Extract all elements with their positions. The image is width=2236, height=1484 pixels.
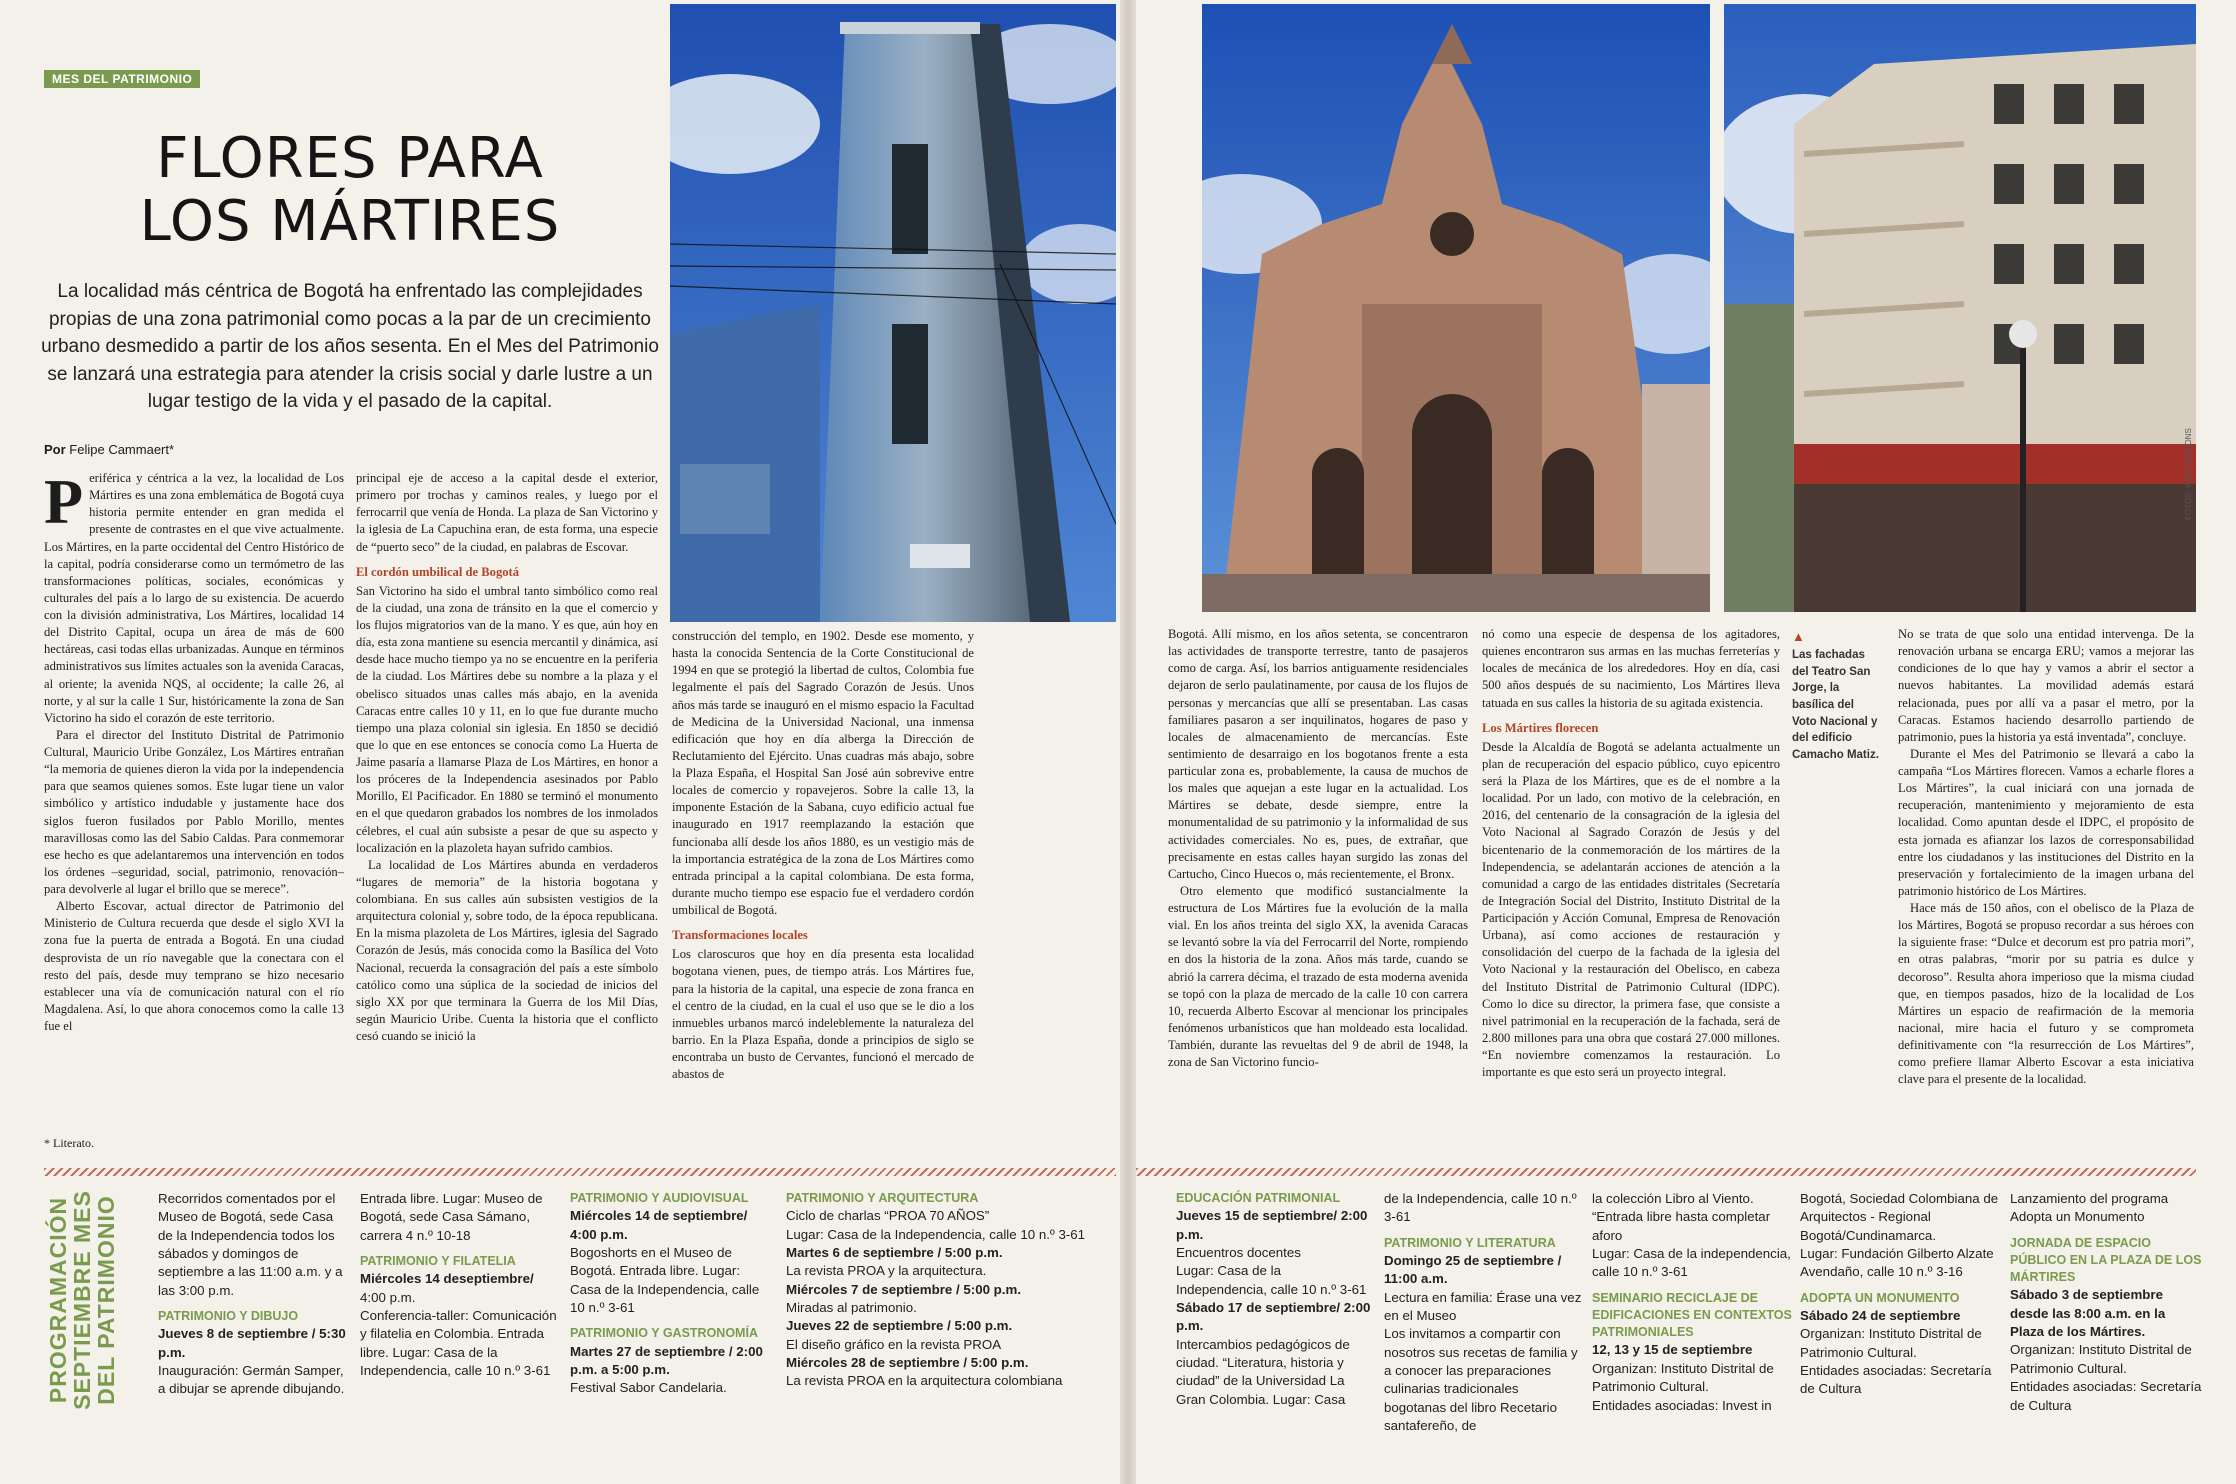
footnote: * Literato. [44, 1136, 94, 1150]
schedule-column-9 [2010, 1190, 2202, 1415]
article-column-5 [1482, 626, 1780, 1150]
schedule-date: Sábado 24 de septiembre [1800, 1307, 1961, 1323]
schedule-text: de la Independencia, calle 10 n.º 3-61 [1384, 1191, 1577, 1225]
schedule-date: Miércoles 28 de septiembre / 5:00 p.m. [786, 1355, 1029, 1370]
photo-teatro-san-jorge [670, 4, 1116, 622]
paragraph: Durante el Mes del Patrimonio se llevará a cabo la campaña “Los Mártires florecen. Vamos a echarle flores a Los Mártires”, la cual iniciará con una jornada de recuperación, mantenimiento y mejoramiento de esta localidad. Como apuntan desde el IDPC, el propósito de esta jornada es afianzar los lazos de corresponsabilidad entre los ciudadanos y las instituciones del Distrito en la preservación y fortalecimiento de la imagen urbana del patrimonio histórico de Los Mártires. [1898, 746, 2194, 898]
schedule-heading: PATRIMONIO Y DIBUJO [158, 1309, 299, 1324]
schedule-date: 12, 13 y 15 de septiembre [1592, 1342, 1753, 1358]
schedule-text: Festival Sabor Candelaria. [570, 1380, 727, 1396]
byline [44, 442, 174, 457]
paragraph: nó como una especie de despensa de los agitadores, quienes encontraron sus armas en las muchas ferreterías y locales de mecánica de los alrededores. Hoy en día, casi 500 años después de su nacimiento, Los Mártires lleva tatuada en sus calles la historia de su agitada existencia. [1482, 627, 1780, 710]
schedule-text: Organizan: Instituto Distrital de Patrimonio Cultural. [1592, 1360, 1774, 1395]
schedule-text: Lectura en familia: Érase una vez en el Museo [1384, 1289, 1582, 1323]
paragraph: San Victorino ha sido el umbral tanto simbólico como real de la ciudad, una zona de tránsito en la que el comercio y los flujos migratorios van de la mano. Y es que, aún hoy en día, esta zona mantiene su esencia mercantil y dinámica, así desde hace mucho tiempo ya no se encuentre en la periferia de la ciudad. Los Mártires debe su nombre a la plaza y el obelisco situados unas calles más abajo, en la avenida Caracas entre calles 10 y 11, en lo que fue durante mucho tiempo una plaza colonial sin iglesia. En 1850 se decidió que lo que en ese entonces se conocía como La Huerta de Jaime pasaría a llamarse Plaza de Los Mártires, en honor a los próceres de la Independencia asesinados por Pablo Morillo, El Pacificador. En 1880 se terminó el monumento en el que quedaron grabados los nombres de los inmolados célebres, el cual aún subsiste a pesar de que su aspecto y localización en la plazoleta hayan sufrido cambios. [356, 583, 658, 855]
byline-prefix: Por [44, 442, 66, 457]
article-column-1 [44, 470, 344, 1130]
divider-stripe-right [1136, 1168, 2196, 1176]
schedule-heading: SEMINARIO RECICLAJE DE EDIFICACIONES EN CONTEXTOS PATRIMONIALES [1592, 1290, 1792, 1340]
schedule-date: Martes 27 de septiembre / 2:00 p.m. a 5:00 p.m. [570, 1343, 763, 1377]
paragraph: Otro elemento que modificó sustancialmente la estructura de Los Mártires fue la evolución de la malla vial. En los años treinta del siglo XX, la avenida Caracas se levantó sobre la vía del Ferrocarril del Norte, rompiendo en dos la historia de la zona. Años más tarde, cuando se abrió la carrera décima, el trazado de esta moderna avenida se topó con la plaza de mercado de la calle 10 con carrera 10, recuerda Alberto Escovar al mencionar los principales fenómenos urbanísticos que han moldeado esta localidad. También, durante las revueltas del 9 de abril de 1948, la zona de San Victorino funcio- [1168, 883, 1468, 1070]
paragraph: principal eje de acceso a la capital desde el exterior, primero por trochas y caminos reales, y luego por el ferrocarril que venía de Honda. La plaza de San Victorino y la iglesia de La Capuchina eran, de esta forma, una especie de “puerto seco” de la ciudad, en palabras de Escovar. [356, 471, 658, 554]
schedule-heading: PATRIMONIO Y FILATELIA [360, 1254, 516, 1269]
schedule-date: Martes 6 de septiembre / 5:00 p.m. [786, 1244, 1003, 1260]
basilica-image [1202, 4, 1710, 612]
article-title [40, 128, 660, 253]
page-gutter [1120, 0, 1136, 1484]
drop-cap: P [44, 470, 84, 537]
schedule-text: Entidades asociadas: Secretaría de Cultura [2010, 1379, 2202, 1413]
teatro-facade-image [670, 4, 1116, 622]
schedule-text: Entidades asociadas: Secretaría de Cultura [1800, 1363, 1992, 1397]
schedule-date: Jueves 15 de septiembre/ 2:00 p.m. [1176, 1208, 1368, 1242]
schedule-heading: JORNADA DE ESPACIO PÚBLICO EN LA PLAZA DE LOS MÁRTIRES [2010, 1235, 2202, 1285]
schedule-column-3 [570, 1190, 770, 1398]
schedule-column-6 [1384, 1190, 1584, 1435]
photo-caption [1792, 628, 1880, 764]
schedule-time: 4:00 p.m. [360, 1289, 416, 1305]
photo-edificio-camacho-matiz [1724, 4, 2196, 612]
caption-text: Las fachadas del Teatro San Jorge, la basílica del Voto Nacional y del edificio Camacho Matiz. [1792, 648, 1879, 761]
schedule-date: Domingo 25 de septiembre / 11:00 a.m. [1384, 1252, 1562, 1287]
schedule-date: Miércoles 14 de septiembre/ 4:00 p.m. [570, 1208, 748, 1242]
paragraph: construcción del templo, en 1902. Desde ese momento, y hasta la conocida Sentencia de la Corte Constitucional de 1994 en que se protegió la libertad de cultos, Colombia fue legalmente el país del Sagrado Corazón de Jesús. Unos años más tarde se inauguró en el mismo espacio la Facultad de Medicina de la Universidad Nacional, una inmensa edificación que hoy en día alberga la Dirección de Reclutamiento del Ejército. Unas cuadras más abajo, sobre la Plaza España, el Hospital San José aún sobrevive entre locales de comercio y ropavejeros. Sobre la calle 13, la imponente Estación de la Sabana, cuyo edificio actual fue inaugurado en 1917 reemplazando la estación que funcionaba allí desde los años 1880, es un vestigio más de la importancia estratégica de la zona de Los Mártires como entrada principal a la capital colombiana. De esta forma, durante mucho tiempo ese espacio fue el verdadero cordón umbilical de Bogotá. [672, 629, 974, 917]
schedule-text: Encuentros docentes [1176, 1244, 1301, 1260]
schedule-text: Entidades asociadas: Invest in [1592, 1397, 1772, 1413]
schedule-text: El diseño gráfico en la revista PROA [786, 1336, 1002, 1352]
schedule-text: Organizan: Instituto Distrital de Patrimonio Cultural. [1800, 1326, 1982, 1360]
photo-credit: FOTOS: WIKICOMMONS [2184, 428, 2193, 520]
paragraph: Desde la Alcaldía de Bogotá se adelanta actualmente un plan de recuperación del espacio público, cuyo epicentro será la Plaza de los Mártires, que es de el nombre a la localidad. Por un lado, con motivo de la celebración, en 2016, del centenario de la consagración de la iglesia del Voto Nacional al Sagrado Corazón de Jesús y del bicentenario de la conmemoración de los mártires de la Independencia, se adelantarán acciones de atención a la comunidad a cargo de las entidades distritales (Secretaría de Integración Social del Distrito, Instituto Distrital de la Participación y Acción Comunal, Empresa de Renovación Urbana), así como acciones de restauración y consolidación del cuerpo de la fachada de la iglesia del Voto Nacional y la restauración del Obelisco, en cabeza del Instituto Distrital de Patrimonio Cultural (IDPC). Como lo dice su director, la primera fase, que consiste a nivel patrimonial en la recuperación de la fachada, será de 2.800 millones para una obra que costará 27.000 millones. “En noviembre comenzamos la restauración. Lo importante es que esto será un proyecto integral. [1482, 739, 1780, 1080]
schedule-heading: EDUCACIÓN PATRIMONIAL [1176, 1191, 1341, 1205]
section-kicker: MES DEL PATRIMONIO [44, 70, 200, 88]
schedule-text: Los invitamos a compartir con nosotros sus recetas de familia y a conocer las preparaciones culinarias tradicionales bogotanas del libro Recetario santafereño, de [1384, 1326, 1578, 1434]
schedule-column-7 [1592, 1190, 1792, 1415]
programacion-title-line-3: DEL PATRIMONIO [93, 1195, 120, 1405]
article-column-4 [1168, 626, 1468, 1150]
schedule-date: Sábado 17 de septiembre/ 2:00 p.m. [1176, 1299, 1371, 1334]
schedule-heading: PATRIMONIO Y GASTRONOMÍA [570, 1326, 758, 1341]
schedule-text: Ciclo de charlas “PROA 70 AÑOS” [786, 1208, 990, 1224]
photo-basilica-voto-nacional [1202, 4, 1710, 612]
schedule-column-5 [1176, 1190, 1372, 1409]
schedule-heading: PATRIMONIO Y ARQUITECTURA [786, 1191, 979, 1205]
schedule-date: Miércoles 7 de septiembre / 5:00 p.m. [786, 1281, 1022, 1297]
schedule-text: La revista PROA en la arquitectura colombiana [786, 1373, 1063, 1389]
schedule-date: Sábado 3 de septiembre desde las 8:00 a.m. en la Plaza de los Mártires. [2010, 1287, 2166, 1340]
schedule-text: Lugar: Fundación Gilberto Alzate Avendaño, calle 10 n.º 3-16 [1800, 1246, 1994, 1280]
paragraph: Para el director del Instituto Distrital de Patrimonio Cultural, Mauricio Uribe González, Los Mártires entrañan “la memoria de quienes dieron la vida por la independencia para que seamos quienes somos. Este lugar tiene un valor simbólico y artístico indudable y justamente hace dos siglos fueron fusilados por Pablo Morillo, mentes maravillosas como las del Sabio Caldas. Para conmemorar ese hecho es que adelantaremos una intervención en todos los órdenes –seguridad, social, patrimonio, renovación– para devolverle al lugar el brillo que se merece”. [44, 727, 344, 896]
caption-triangle-icon: ▲ [1792, 629, 1805, 644]
schedule-column-4 [786, 1190, 1086, 1391]
schedule-text: La revista PROA y la arquitectura. [786, 1263, 987, 1279]
schedule-text: la colección Libro al Viento. “Entrada libre hasta completar aforo [1592, 1191, 1771, 1243]
schedule-text: Lugar: Casa de la independencia, calle 10 n.º 3-61 [1592, 1246, 1791, 1280]
article-column-3 [672, 628, 974, 1150]
paragraph: Hace más de 150 años, con el obelisco de la Plaza de los Mártires, Bogotá se propuso recordar a sus héroes con la siguiente frase: “Dulce et decorum est pro patria mori”, en otras palabras, “morir por su patria es dulce y decoroso”. Resulta ahora imperioso que la misma ciudad que, en tiempos pasados, hizo de la localidad de Los Mártires un espacio de reafirmación de la memoria nacional, mire hacia el futuro y se comprometa definitivamente con “la resurrección de Los Mártires”, como prefiere llamar Alberto Escovar a esta iniciativa clave para el presente de la localidad. [1898, 901, 2194, 1087]
schedule-column-2 [360, 1190, 560, 1380]
schedule-heading: PATRIMONIO Y AUDIOVISUAL [570, 1191, 749, 1205]
paragraph: No se trata de que solo una entidad intervenga. De la renovación urbana se encarga ERU; vamos a mejorar las condiciones de lo que hay y vamos a abrir el sector a nuevos habitantes. La movilidad además estará relacionada, pues por allí va a pasar el metro, por la Caracas. Estamos haciendo desarrollo partiendo de patrimonio, pues la historia ya está inventada”, concluye. [1898, 627, 2194, 744]
schedule-text: Organizan: Instituto Distrital de Patrimonio Cultural. [2010, 1342, 2192, 1376]
schedule-text: Miradas al patrimonio. [786, 1299, 917, 1315]
article-column-2 [356, 470, 658, 1150]
subheading: Transformaciones locales [672, 928, 808, 943]
title-line-2: LOS MÁRTIRES [139, 188, 561, 254]
schedule-text: Lanzamiento del programa Adopta un Monumento [2010, 1191, 2169, 1225]
schedule-text: Lugar: Casa de la Independencia, calle 10 n.º 3-61 [1176, 1263, 1367, 1297]
schedule-text: Intercambios pedagógicos de ciudad. “Literatura, historia y ciudad” de la Universidad La Gran Colombia. Lugar: Casa [1176, 1336, 1350, 1407]
camacho-matiz-image [1724, 4, 2196, 612]
title-line-1: FLORES PARA [156, 126, 544, 191]
programacion-title [46, 1190, 118, 1410]
schedule-column-1 [158, 1190, 350, 1399]
divider-stripe-left [44, 1168, 1116, 1176]
schedule-text: Entrada libre. Lugar: Museo de Bogotá, sede Casa Sámano, carrera 4 n.º 10-18 [360, 1191, 543, 1243]
subheading: El cordón umbilical de Bogotá [356, 564, 520, 579]
paragraph: Alberto Escovar, actual director de Patrimonio del Ministerio de Cultura recuerda que desde el siglo XVI la zona fue la puerta de entrada a Bogotá. En una ciudad desprovista de un río navegable que la conectara con el resto del país, desde muy temprano se hizo necesario establecer una vía de comunicación natural con el río Magdalena. Así, lo que ahora conocemos como la calle 13 fue el [44, 899, 344, 1033]
article-lead: La localidad más céntrica de Bogotá ha enfrentado las complejidades propias de una zona patrimonial como pocas a la par de un crecimiento urbano desmedido a partir de los años sesenta. En el Mes del Patrimonio se lanzará una estrategia para atender la crisis social y darle lustre a un lugar testigo de la vida y el pasado de la capital. [41, 281, 659, 413]
schedule-column-8 [1800, 1190, 2000, 1399]
schedule-date: Miércoles 14 deseptiembre/ [360, 1271, 534, 1287]
paragraph-text: eriférica y céntrica a la vez, la localidad de Los Mártires es una zona emblemática de Bogotá cuya historia permite entender en gran medida el presente de contrastes en el que vive actualmente. Los Mártires, en la parte occidental del Centro Histórico de la capital, podría considerarse como un termómetro de las transformaciones políticas, sociales, económicas y culturales del país a lo largo de su existencia. De acuerdo con la división administrativa, Los Mártires, localidad 14 del Distrito Capital, ocupa un área de más de 600 hectáreas, casi todas ellas urbanizadas. Aunque en términos administrativos sus límites actuales son la avenida Caracas, al oriente; la avenida NQS, al occidente; la calle 26, al norte, y al sur la calle 1 Sur, históricamente la zona de San Victorino ha sido el corazón de este territorio. [44, 471, 344, 725]
subheading: Los Mártires florecen [1482, 720, 1599, 735]
schedule-date: Jueves 8 de septiembre / 5:30 p.m. [158, 1326, 346, 1360]
paragraph: La localidad de Los Mártires abunda en verdaderos “lugares de memoria” de la historia bogotana y colombiana. En sus calles aún subsisten vestigios de la arquitectura colonial y, sobre todo, de la época republicana. En la misma plazoleta de Los Mártires, iglesia del Sagrado Corazón de Jesús, más conocida como la Basílica del Voto Nacional, recuerda la consagración del país a este símbolo católico como una súplica de la sociedad de inicios del siglo XX por que terminara la Guerra de los Mil Días, según Mauricio Uribe. Cuenta la historia que el conflicto cesó cuando se inició la [356, 857, 658, 1043]
schedule-text: Inauguración: Germán Samper, a dibujar se aprende dibujando. [158, 1363, 345, 1397]
schedule-text: Recorridos comentados por el Museo de Bogotá, sede Casa de la Independencia todos los sábados y domingos de septiembre a las 11:00 a.m. y a las 3:00 p.m. [158, 1191, 343, 1298]
schedule-text: Bogoshorts en el Museo de Bogotá. Entrada libre. Lugar: Casa de la Independencia, calle 10 n.º 3-61 [570, 1244, 760, 1315]
schedule-text: Lugar: Casa de la Independencia, calle 10 n.º 3-61 [786, 1226, 1086, 1242]
schedule-text: Bogotá, Sociedad Colombiana de Arquitectos - Regional Bogotá/Cundinamarca. [1800, 1191, 1999, 1243]
paragraph: Bogotá. Allí mismo, en los años setenta, se concentraron las actividades de transporte terrestre, tanto de pasajeros como de carga. Así, los barrios antiguamente residenciales dejaron de serlo paulatinamente, por causa de los flujos de personas y mercancías que allí se presentaban. Las casas familiares pasaron a ser inquilinatos, hogares de paso y locales de almacenamiento de mercancías. Este sentimiento de desarraigo en los bogotanos frente a esta particular zona es, probablemente, la causa de muchos de los males que aquejan a este lugar en la actualidad. Los Mártires se debate, desde siempre, entre la monumentalidad de su patrimonio y la informalidad de sus actividades comerciales. No es, pues, de extrañar, que precisamente en estas calles hayan surgido las zonas del Cartucho, Cinco Huecos o, más recientemente, el Bronx. [1168, 627, 1468, 881]
schedule-date: Jueves 22 de septiembre / 5:00 p.m. [786, 1318, 1013, 1334]
paragraph [44, 470, 344, 727]
programacion-title-line-1: PROGRAMACIÓN [45, 1196, 71, 1404]
paragraph: Los claroscuros que hoy en día presenta esta localidad bogotana vienen, pues, de tiempo atrás. Los Mártires fue, para la historia de la capital, una especie de zona franca en el centro de la ciudad, en la cual el uso que se le dio a los inmuebles urbanos marcó indeleblemente la naturaleza del barrio. En la Plaza España, donde a principios de siglo se encontraba un busto de Cervantes, funcionó el mercado de abastos de [672, 947, 974, 1082]
schedule-heading: PATRIMONIO Y LITERATURA [1384, 1235, 1556, 1250]
article-column-6 [1898, 626, 2194, 1150]
schedule-text: Conferencia-taller: Comunicación y filatelia en Colombia. Entrada libre. Lugar: Casa de la Independencia, calle 10 n.º 3-61 [360, 1307, 557, 1378]
schedule-heading: ADOPTA UN MONUMENTO [1800, 1290, 1960, 1305]
byline-author: Felipe Cammaert* [69, 442, 175, 457]
programacion-title-line-2: SEPTIEMBRE MES [69, 1190, 96, 1410]
